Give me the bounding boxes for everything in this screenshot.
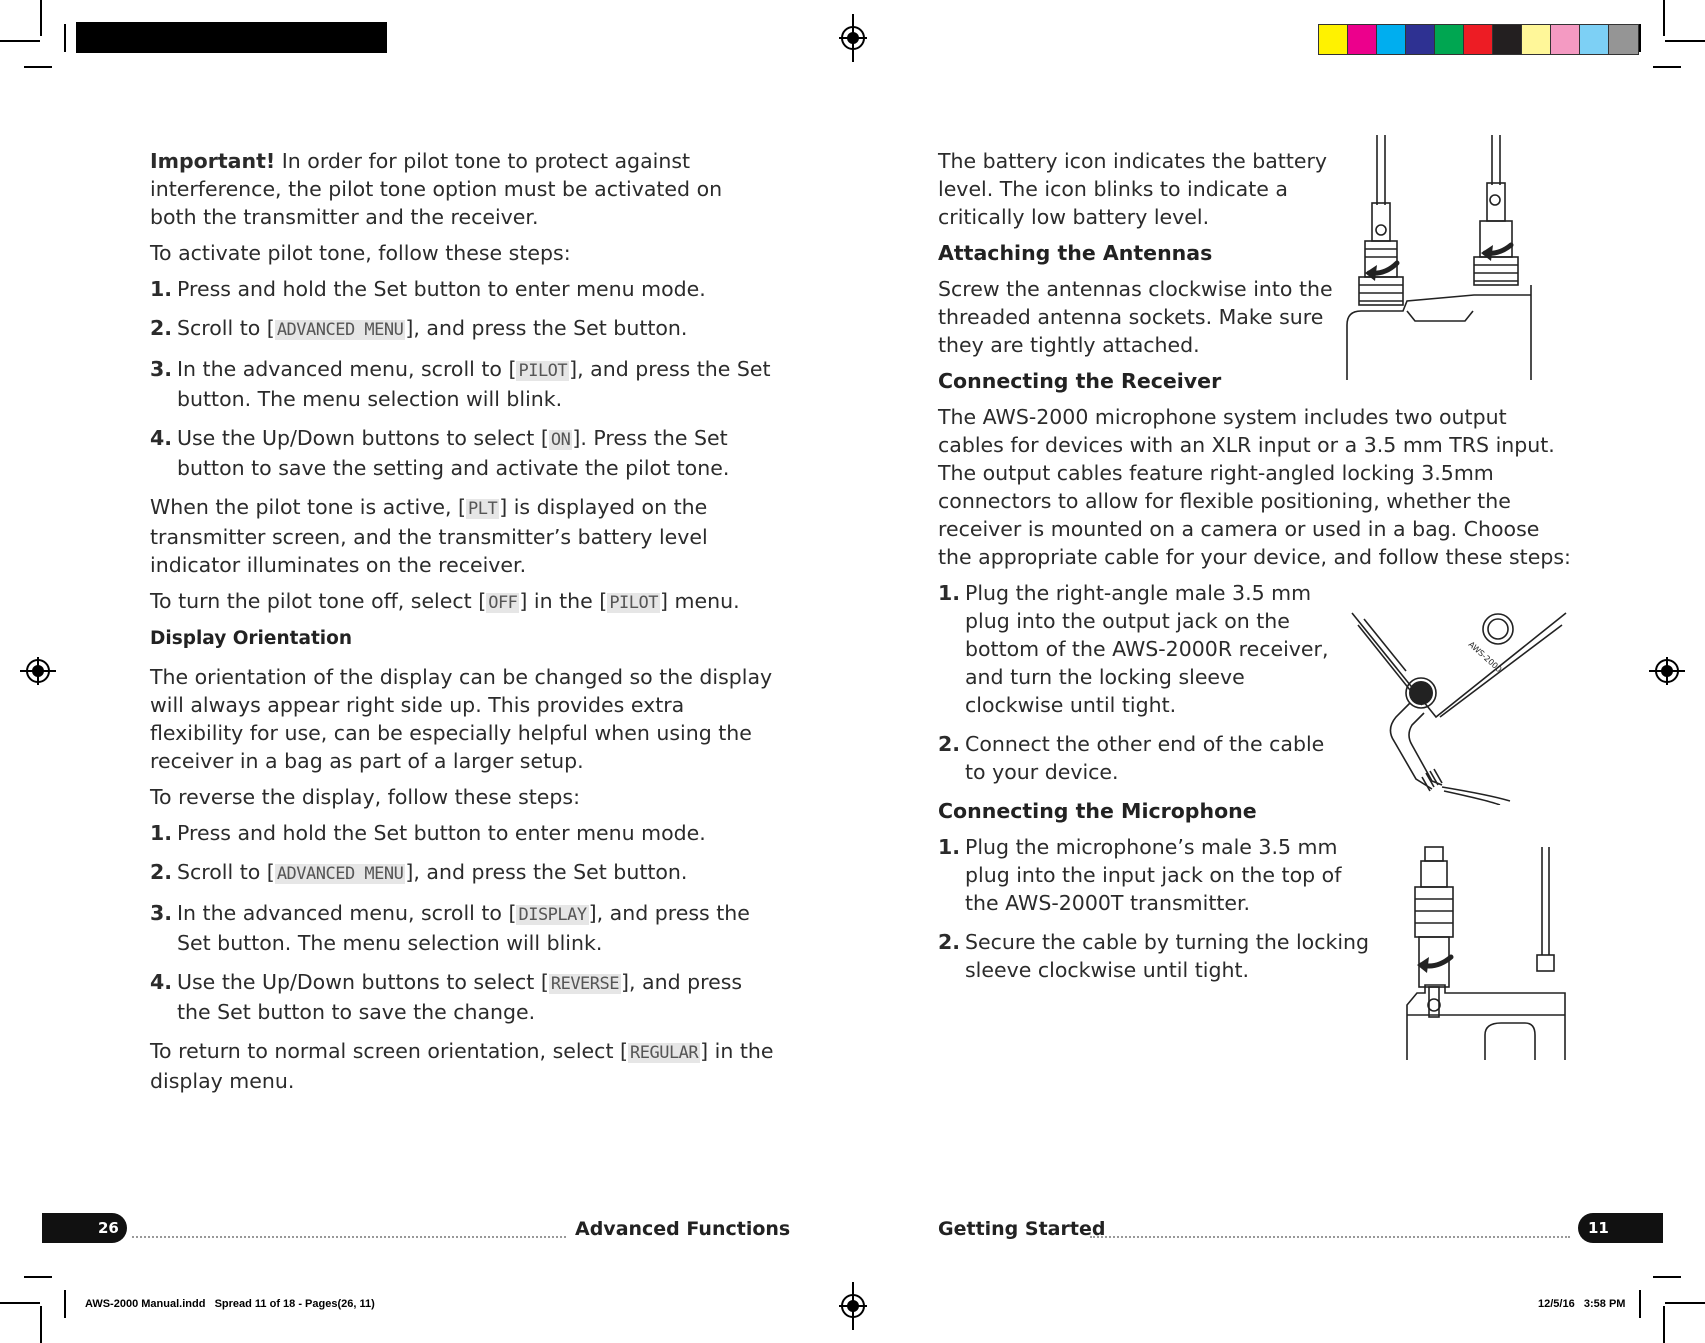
display-orientation-text: The orientation of the display can be changed so the display will always appear right side up. This provides extra flexibility for use, can be especially helpful when using the receiver in a bag as part of a larger setup.	[150, 665, 773, 773]
step-text: Press and hold the Set button to enter menu mode.	[177, 821, 706, 845]
step-item	[938, 579, 1333, 719]
color-swatch	[1434, 24, 1465, 55]
left-page-number-tab	[42, 1213, 127, 1243]
step-text: Connect the other end of the cable to your device.	[965, 732, 1325, 784]
lcd-menu-label: ADVANCED MENU	[276, 320, 404, 340]
right-section-title: Getting Started	[938, 1218, 1106, 1240]
lcd-menu-label: DISPLAY	[518, 905, 587, 925]
lcd-menu-label: PILOT	[518, 361, 568, 381]
step-text: ], and press the Set button.	[405, 860, 688, 884]
receiver-cable-illustration	[1350, 605, 1568, 805]
activate-intro: To activate pilot tone, follow these steps:	[150, 241, 571, 265]
right-page-number-tab	[1578, 1213, 1663, 1243]
registration-mark-top	[837, 14, 869, 62]
step-item	[150, 858, 775, 888]
receiver-text: The AWS-2000 microphone system includes two output cables for devices with an XLR input or a 3.5 mm TRS input. The output cables feature right-angled locking 3.5mm connectors to allow for flexible positioning, whether the receiver is mounted on a camera or used in a bag. Choose the appropriate cable for your device, and follow these steps:	[938, 405, 1571, 569]
left-page-content	[150, 147, 775, 1103]
color-swatch	[1521, 24, 1552, 55]
color-swatch	[1608, 24, 1639, 55]
reverse-steps	[150, 819, 775, 1026]
microphone-illustration	[1405, 845, 1570, 1060]
step-text: Use the Up/Down buttons to select [	[177, 426, 549, 450]
step-item	[938, 730, 1333, 786]
step-item	[150, 424, 775, 482]
mic-steps	[938, 833, 1378, 984]
slug-date: 12/5/16 3:58 PM	[1538, 1298, 1626, 1310]
color-swatch	[1376, 24, 1407, 55]
step-text: In the advanced menu, scroll to [	[177, 357, 517, 381]
mic-heading: Connecting the Microphone	[938, 799, 1257, 823]
color-swatch	[1463, 24, 1494, 55]
step-item	[150, 968, 775, 1026]
battery-text: The battery icon indicates the battery level. The icon blinks to indicate a critically low battery level.	[938, 149, 1328, 229]
return-text: To return to normal screen orientation, select [ REGULAR] in the display menu.	[150, 1039, 774, 1093]
color-swatch	[1347, 24, 1378, 55]
step-item	[938, 928, 1378, 984]
step-item	[150, 355, 775, 413]
color-swatch	[1405, 24, 1436, 55]
step-number: 2.	[938, 732, 961, 756]
color-swatch	[1579, 24, 1610, 55]
reverse-intro: To reverse the display, follow these steps:	[150, 785, 581, 809]
important-note: Important! In order for pilot tone to protect against interference, the pilot tone option must be activated on both the transmitter and the receiver.	[150, 149, 723, 229]
step-item	[150, 819, 775, 847]
step-text: In the advanced menu, scroll to [	[177, 901, 517, 925]
step-number: 1.	[150, 277, 173, 301]
black-bar	[76, 22, 387, 53]
step-text: Plug the microphone’s male 3.5 mm plug into the input jack on the top of the AWS-2000T transmitter.	[965, 835, 1342, 915]
lcd-menu-label: ON	[550, 430, 571, 450]
registration-mark-right	[1649, 655, 1685, 687]
slug-file-info: AWS-2000 Manual.indd Spread 11 of 18 - Pages(26, 11)	[85, 1298, 375, 1310]
step-number: 4.	[150, 970, 173, 994]
step-text: ], and press the Set button to save the change.	[177, 970, 743, 1024]
left-footer-dots	[132, 1236, 566, 1238]
step-number: 3.	[150, 901, 173, 925]
step-number: 1.	[938, 581, 961, 605]
activate-steps	[150, 275, 775, 482]
left-section-title: Advanced Functions	[575, 1218, 791, 1240]
receiver-heading: Connecting the Receiver	[938, 369, 1222, 393]
step-number: 4.	[150, 426, 173, 450]
step-number: 2.	[938, 930, 961, 954]
antennas-heading: Attaching the Antennas	[938, 241, 1213, 265]
step-number: 3.	[150, 357, 173, 381]
step-text: Press and hold the Set button to enter menu mode.	[177, 277, 706, 301]
lcd-menu-label: REVERSE	[550, 974, 619, 994]
step-number: 1.	[150, 821, 173, 845]
pilot-active-text: When the pilot tone is active, [ PLT] is displayed on the transmitter screen, and the transmitter’s battery level indicator illuminates on the receiver.	[150, 495, 708, 577]
receiver-steps	[938, 579, 1333, 786]
step-text: Secure the cable by turning the locking sleeve clockwise until tight.	[965, 930, 1370, 982]
right-page-number: 11	[1588, 1219, 1609, 1237]
step-number: 2.	[150, 860, 173, 884]
step-text: ], and press the Set button. The menu selection will blink.	[177, 901, 750, 955]
step-number: 1.	[938, 835, 961, 859]
antenna-illustration	[1345, 135, 1535, 380]
step-text: Scroll to [	[177, 860, 275, 884]
step-text: Scroll to [	[177, 316, 275, 340]
step-text: Use the Up/Down buttons to select [	[177, 970, 549, 994]
right-footer-dots	[1090, 1236, 1570, 1238]
registration-mark-bottom	[837, 1282, 869, 1330]
step-text: Plug the right-angle male 3.5 mm plug into the output jack on the bottom of the AWS-2000R receiver, and turn the locking sleeve clockwise until tight.	[965, 581, 1329, 717]
color-bar	[1318, 0, 1618, 60]
display-orientation-heading: Display Orientation	[150, 628, 353, 649]
step-item	[150, 314, 775, 344]
color-swatch	[1492, 24, 1523, 55]
step-number: 2.	[150, 316, 173, 340]
step-item	[150, 275, 775, 303]
device-label: AWS-2000	[1466, 639, 1504, 675]
color-swatch	[1318, 24, 1349, 55]
pilot-off-text: To turn the pilot tone off, select [ OFF] in the [ PILOT] menu.	[150, 589, 740, 613]
step-item	[150, 899, 775, 957]
step-item	[938, 833, 1378, 917]
color-swatch	[1550, 24, 1581, 55]
antennas-text: Screw the antennas clockwise into the threaded antenna sockets. Make sure they are tightly attached.	[938, 277, 1333, 357]
registration-mark-left	[20, 655, 56, 687]
lcd-menu-label: ADVANCED MENU	[276, 864, 404, 884]
step-text: ]. Press the Set button to save the setting and activate the pilot tone.	[177, 426, 730, 480]
left-page-number: 26	[98, 1219, 119, 1237]
step-text: ], and press the Set button.	[405, 316, 688, 340]
step-text: ], and press the Set button. The menu selection will blink.	[177, 357, 771, 411]
